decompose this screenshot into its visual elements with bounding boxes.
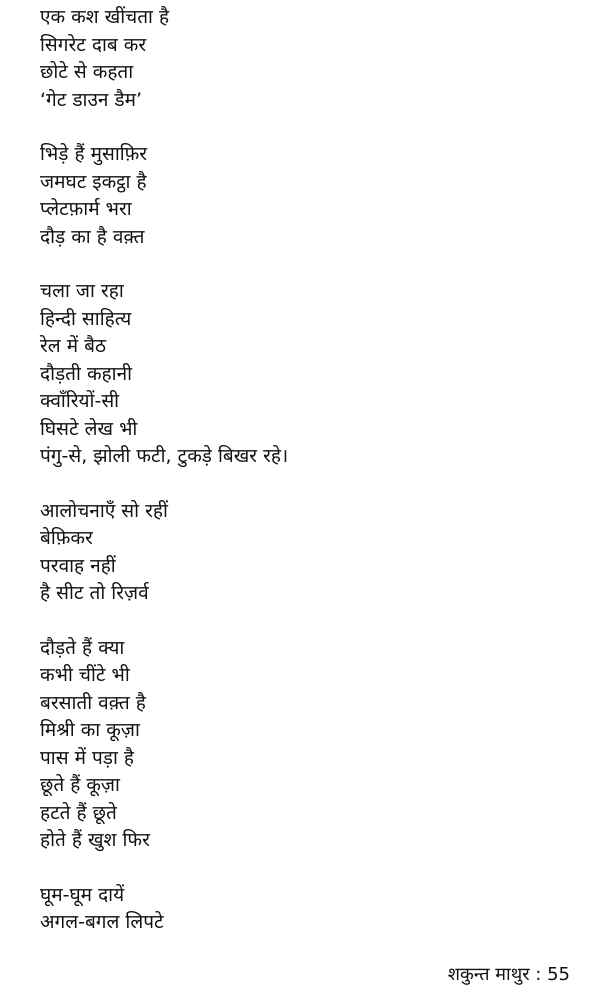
poem-line: दौड़ते हैं क्या bbox=[40, 636, 125, 659]
stanza bbox=[40, 635, 580, 855]
poem-line: हिन्दी साहित्य bbox=[40, 307, 132, 330]
poem-line: भिड़े हैं मुसाफ़िर bbox=[40, 143, 148, 165]
stanza bbox=[40, 278, 580, 471]
poem-line: छूते हैं कूज़ा bbox=[40, 774, 120, 796]
poem-line: एक कश खींचता है bbox=[40, 6, 170, 28]
poem-line: हटते हैं छूते bbox=[40, 801, 117, 824]
poem-line: दौड़ का है वक़्त bbox=[40, 225, 145, 248]
poem-line: बेफ़िकर bbox=[40, 527, 93, 549]
stanza bbox=[40, 498, 580, 608]
poem-body bbox=[40, 4, 580, 964]
poem-line: होते हैं खुश फिर bbox=[40, 829, 150, 851]
poem-line: ‘गेट डाउन डैम’ bbox=[40, 88, 143, 111]
stanza bbox=[40, 4, 580, 114]
page-footer-author-page-number: शकुन्त माथुर : 55 bbox=[447, 964, 570, 985]
poem-line: मिश्री का कूज़ा bbox=[40, 719, 140, 741]
poem-line: छोटे से कहता bbox=[40, 61, 134, 83]
stanza bbox=[40, 882, 580, 937]
poem-line: सिगरेट दाब कर bbox=[40, 33, 147, 56]
poem-line: क्वाँरियों-सी bbox=[40, 390, 120, 412]
stanza bbox=[40, 141, 580, 251]
poem-line: जमघट इकट्ठा है bbox=[40, 170, 147, 193]
poem-line: प्लेटफ़ार्म भरा bbox=[40, 198, 132, 220]
poem-line: घिसटे लेख भी bbox=[40, 417, 138, 440]
poem-line: कभी चींटे भी bbox=[40, 664, 130, 686]
poem-line: चला जा रहा bbox=[40, 280, 124, 302]
poem-line: घूम-घूम दायें bbox=[40, 883, 125, 906]
poem-line: परवाह नहीं bbox=[40, 554, 116, 577]
poem-line: दौड़ती कहानी bbox=[40, 362, 133, 385]
poem-line: पंगु-से, झोली फटी, टुकड़े बिखर रहे। bbox=[40, 445, 289, 467]
poem-line: है सीट तो रिज़र्व bbox=[40, 582, 149, 604]
poem-line: आलोचनाएँ सो रहीं bbox=[40, 499, 168, 522]
poem-line: बरसाती वक़्त है bbox=[40, 691, 146, 714]
poem-line: अगल-बगल लिपटे bbox=[40, 911, 164, 933]
poem-line: पास में पड़ा है bbox=[40, 746, 135, 769]
poem-line: रेल में बैठ bbox=[40, 335, 106, 357]
